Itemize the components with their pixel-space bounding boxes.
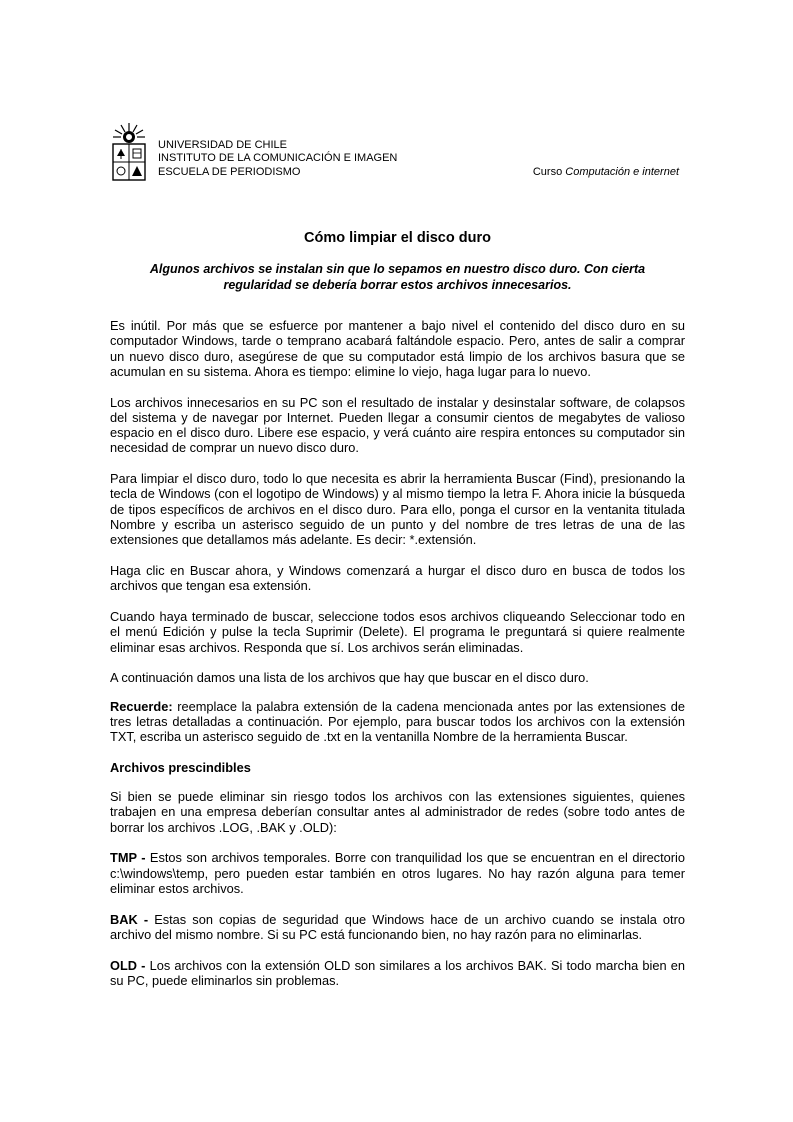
course-label xyxy=(533,166,679,178)
extension-item-old xyxy=(110,958,685,989)
paragraph-list-intro: A continuación damos una lista de los archivos que hay que buscar en el disco duro. xyxy=(110,670,589,686)
document-header xyxy=(110,122,685,184)
institution-line-school: ESCUELA DE PERIODISMO xyxy=(158,165,301,178)
institution-line-institute: INSTITUTO DE LA COMUNICACIÓN E IMAGEN xyxy=(158,152,398,165)
extension-item-tmp xyxy=(110,850,685,896)
reminder-label: Recuerde: xyxy=(110,698,173,714)
paragraph-intro: Es inútil. Por más que se esfuerce por mantener a bajo nivel el contenido del disco duro en su computador Windows, tarde o temprano acabará faltándole espacio. Pero, antes de salir a comprar un nuevo disco duro, asegúrese de que su computador está limpio de los archivos basura que se acumulan en su sistema. Ahora es tiempo: elimine lo viejo, haga lugar para lo nuevo. xyxy=(110,318,685,379)
reminder-text: reemplace la palabra extensión de la cadena mencionada antes por las extensiones de tres letras detalladas a continuación. Por ejemplo, para buscar todos los archivos con la extensión TXT, escriba un asterisco seguido de .txt en la ventanilla Nombre de la herramienta Buscar. xyxy=(110,698,685,745)
document-subtitle: Algunos archivos se instalan sin que lo sepamos en nuestro disco duro. Con cierta regularidad se debería borrar estos archivos innecesarios. xyxy=(149,262,646,292)
extension-text: Estos son archivos temporales. Borre con tranquilidad los que se encuentran en el directorio c:\windows\temp, pero pueden estar también en otros lugares. No hay razón alguna para temer eliminar estos archivos. xyxy=(110,850,685,897)
paragraph-junk-files: Los archivos innecesarios en su PC son el resultado de instalar y desinstalar software, de colapsos del sistema y de navegar por Internet. Pueden llegar a consumir cientos de megabytes de valioso espacio en el disco duro. Libere ese espacio, y verá cuánto aire respira entonces su computador sin necesidad de comprar un nuevo disco duro. xyxy=(110,394,685,456)
paragraph-search-now: Haga clic en Buscar ahora, y Windows comenzará a hurgar el disco duro en busca de todos los archivos que tengan esa extensión. xyxy=(110,563,685,594)
institution-block xyxy=(158,139,397,179)
paragraph-reminder xyxy=(110,699,685,745)
institution-line-university: UNIVERSIDAD DE CHILE xyxy=(158,139,287,151)
extension-item-bak xyxy=(110,912,685,943)
document-title: Cómo limpiar el disco duro xyxy=(304,230,491,246)
extension-label: TMP - xyxy=(110,850,146,866)
document-body xyxy=(110,318,685,1004)
extension-label: BAK - xyxy=(110,911,149,927)
extension-text: Los archivos con la extensión OLD son similares a los archivos BAK. Si todo marcha bien en su PC, puede eliminarlos sin problemas. xyxy=(110,957,685,989)
course-name: Computación e internet xyxy=(565,166,679,178)
paragraph-delete-files: Cuando haya terminado de buscar, seleccione todos esos archivos cliqueando Seleccionar todo en el menú Edición y pulse la tecla Suprimir (Delete). El programa le preguntará si quiere realmente eliminar esas archivos. Responda que sí. Los archivos serán eliminadas. xyxy=(110,609,685,655)
paragraph-find-tool: Para limpiar el disco duro, todo lo que necesita es abrir la herramienta Buscar (Find), presionando la tecla de Windows (con el logotipo de Windows) y al mismo tiempo la letra F. Ahora inicie la búsqueda de tipos específicos de archivos en el disco duro. Para ello, ponga el cursor en la ventanita titulada Nombre y escriba un asterisco seguido de un punto y del nombre de tres letras de una de las extensiones que detallamos más adelante. Es decir: *.extensión. xyxy=(110,471,685,548)
university-crest-icon xyxy=(110,122,148,182)
extension-text: Estas son copias de seguridad que Windows hace de un archivo cuando se instala otro archivo del mismo nombre. Si su PC está funcionando bien, no hay razón para no eliminarlas. xyxy=(110,911,685,943)
paragraph-section-intro: Si bien se puede eliminar sin riesgo todos los archivos con las extensiones siguientes, quienes trabajen en una empresa deberían consultar antes al administrador de redes (sobre todo antes de borrar los archivos .LOG, .BAK y .OLD): xyxy=(110,789,685,835)
section-heading: Archivos prescindibles xyxy=(110,759,251,775)
course-prefix: Curso xyxy=(532,166,563,178)
extension-label: OLD - xyxy=(110,957,146,973)
